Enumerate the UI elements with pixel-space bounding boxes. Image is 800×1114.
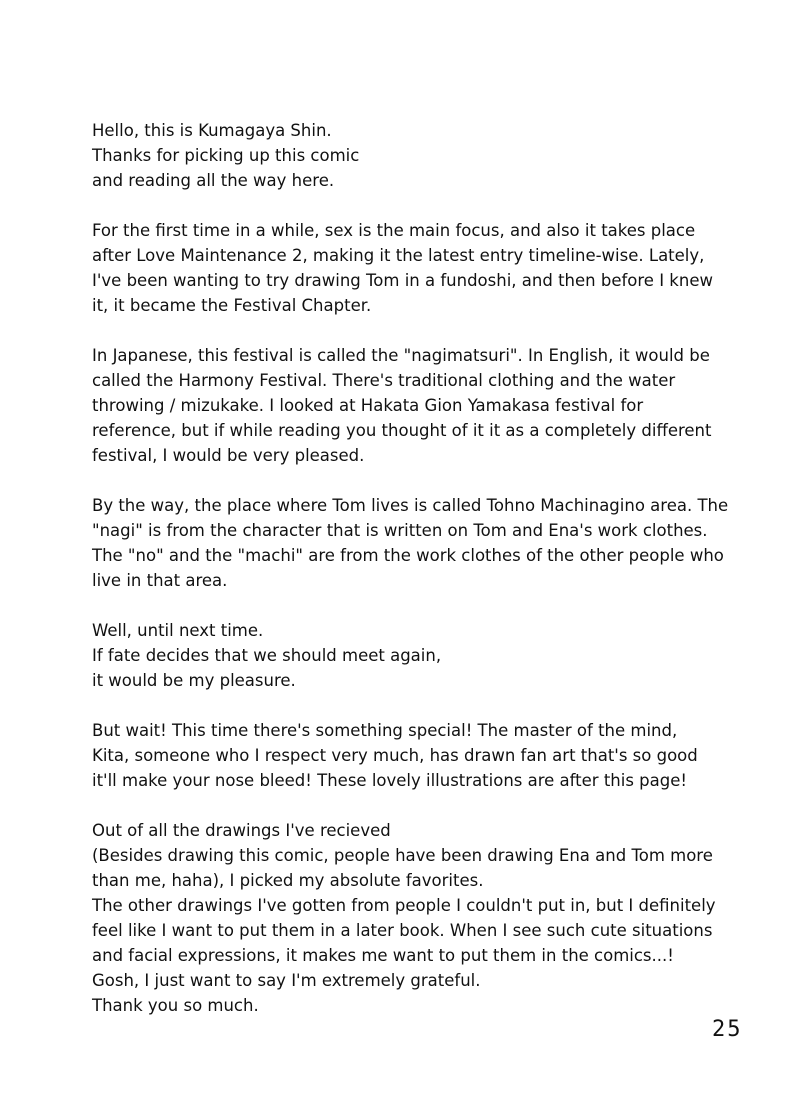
text-line: By the way, the place where Tom lives is called Tohno Machinagino area. The bbox=[92, 496, 729, 515]
text-line: Thank you so much. bbox=[92, 996, 259, 1015]
text-line: Kita, someone who I respect very much, has drawn fan art that's so good bbox=[92, 746, 698, 765]
text-line: If fate decides that we should meet again, bbox=[92, 646, 442, 665]
text-line: In Japanese, this festival is called the "nagimatsuri". In English, it would be bbox=[92, 346, 710, 365]
text-line: Thanks for picking up this comic bbox=[92, 146, 360, 165]
afterword-text bbox=[92, 118, 752, 1043]
text-line: called the Harmony Festival. There's traditional clothing and the water bbox=[92, 371, 676, 390]
text-line: it, it became the Festival Chapter. bbox=[92, 296, 372, 315]
text-line: and facial expressions, it makes me want to put them in the comics...! bbox=[92, 946, 674, 965]
paragraph-main-focus bbox=[92, 218, 752, 318]
paragraph-festival bbox=[92, 343, 752, 468]
text-line: "nagi" is from the character that is written on Tom and Ena's work clothes. bbox=[92, 521, 708, 540]
text-line: it'll make your nose bleed! These lovely illustrations are after this page! bbox=[92, 771, 688, 790]
text-line: But wait! This time there's something special! The master of the mind, bbox=[92, 721, 678, 740]
text-line: feel like I want to put them in a later book. When I see such cute situations bbox=[92, 921, 713, 940]
text-line: live in that area. bbox=[92, 571, 228, 590]
paragraph-place-name bbox=[92, 493, 752, 593]
text-line: I've been wanting to try drawing Tom in a fundoshi, and then before I knew bbox=[92, 271, 713, 290]
paragraph-gratitude bbox=[92, 818, 752, 1018]
paragraph-special-announcement bbox=[92, 718, 752, 793]
text-line: reference, but if while reading you thought of it it as a completely different bbox=[92, 421, 712, 440]
text-line: and reading all the way here. bbox=[92, 171, 335, 190]
text-line: after Love Maintenance 2, making it the latest entry timeline-wise. Lately, bbox=[92, 246, 705, 265]
text-line: Gosh, I just want to say I'm extremely grateful. bbox=[92, 971, 481, 990]
text-line: than me, haha), I picked my absolute favorites. bbox=[92, 871, 484, 890]
text-line: it would be my pleasure. bbox=[92, 671, 296, 690]
text-line: The other drawings I've gotten from people I couldn't put in, but I definitely bbox=[92, 896, 716, 915]
text-line: (Besides drawing this comic, people have been drawing Ena and Tom more bbox=[92, 846, 713, 865]
page-number: 25 bbox=[712, 1017, 743, 1042]
text-line: Hello, this is Kumagaya Shin. bbox=[92, 121, 332, 140]
text-line: festival, I would be very pleased. bbox=[92, 446, 365, 465]
text-line: Out of all the drawings I've recieved bbox=[92, 821, 391, 840]
text-line: throwing / mizukake. I looked at Hakata Gion Yamakasa festival for bbox=[92, 396, 644, 415]
text-line: The "no" and the "machi" are from the work clothes of the other people who bbox=[92, 546, 724, 565]
paragraph-farewell bbox=[92, 618, 752, 693]
text-line: For the first time in a while, sex is the main focus, and also it takes place bbox=[92, 221, 696, 240]
paragraph-greeting bbox=[92, 118, 752, 193]
text-line: Well, until next time. bbox=[92, 621, 264, 640]
